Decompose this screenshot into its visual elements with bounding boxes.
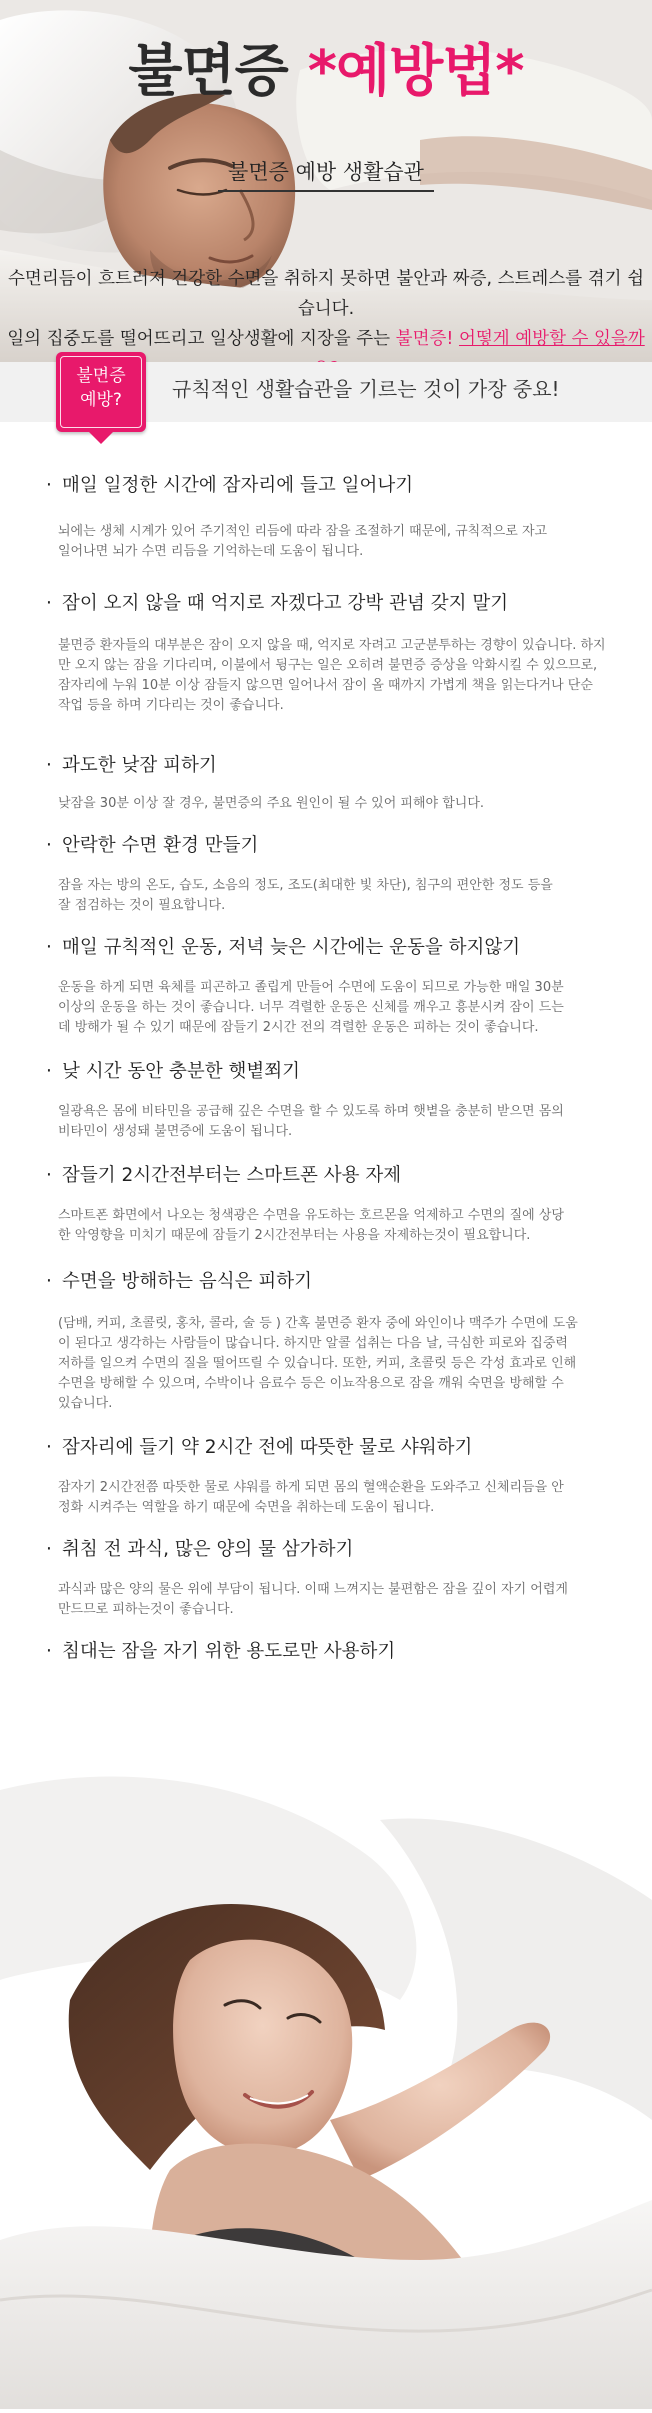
badge-line-1: 불면증 bbox=[76, 366, 126, 386]
title-main: 불면증 bbox=[128, 39, 288, 104]
hero-section bbox=[0, 0, 652, 362]
hero-subtitle: 불면증 예방 생활습관 bbox=[228, 160, 424, 184]
tip-body: (담배, 커피, 초콜릿, 홍차, 콜라, 술 등 ) 간혹 불면증 환자 중에 와인이나 맥주가 수면에 도움 이 된다고 생각하는 사람들이 많습니다. 하지만 알콜 섭취는 다음 날, 극심한 피로와 집중력 저하를 일으켜 수면의 질을 떨어뜨릴 수 있습니다. 또한, 커피, 초콜릿 등은 각성 효과로 인해 수면을 방해할 수 있으며, 수박이나 음료수 등은 이뇨작용으로 잠을 깨워 숙면을 방해할 수 있습니다. bbox=[58, 1316, 578, 1411]
tip-body: 불면증 환자들의 대부분은 잠이 오지 않을 때, 억지로 자려고 고군분투하는 경향이 있습니다. 하지 만 오지 않는 잠을 기다리며, 이불에서 뒹구는 일은 오히려 불면증 증상을 악화시킬 수 있으므로, 잠자리에 누워 10분 이상 잠들지 않으면 일어나서 잠이 올 때까지 가볍게 책을 읽는다거나 단순 작업 등을 하며 기다리는 것이 좋습니다. bbox=[58, 638, 606, 713]
tip-body: 낮잠을 30분 이상 잘 경우, 불면증의 주요 원인이 될 수 있어 피해야 합니다. bbox=[58, 796, 485, 811]
page-title bbox=[0, 36, 652, 108]
tip-title: · 수면을 방해하는 음식은 피하기 bbox=[46, 1271, 312, 1292]
tip-title: · 취침 전 과식, 많은 양의 물 삼가하기 bbox=[46, 1539, 354, 1560]
tip-body: 운동을 하게 되면 육체를 피곤하고 졸립게 만들어 수면에 도움이 되므로 가능한 매일 30분 이상의 운동을 하는 것이 좋습니다. 너무 격렬한 운동은 신체를 깨우고 흥분시켜 잠이 드는 데 방해가 될 수 있기 때문에 잠들기 2시간 전의 격렬한 운동은 피하는 것이 좋습니다. bbox=[58, 980, 564, 1035]
tip-title: · 안락한 수면 환경 만들기 bbox=[46, 835, 259, 856]
tip-body: 일광욕은 몸에 비타민을 공급해 깊은 수면을 할 수 있도록 하며 햇볕을 충분히 받으면 몸의 비타민이 생성돼 불면증에 도움이 됩니다. bbox=[58, 1104, 564, 1139]
tip-body: 뇌에는 생체 시계가 있어 주기적인 리듬에 따라 잠을 조절하기 때문에, 규칙적으로 자고 일어나면 뇌가 수면 리듬을 기억하는데 도움이 됩니다. bbox=[58, 524, 548, 559]
title-accent: *예방법* bbox=[307, 39, 524, 104]
desc-question: 어떻게 예방할 수 있을까 bbox=[458, 329, 645, 349]
tip-body: 잠자기 2시간전쯤 따뜻한 물로 샤워를 하게 되면 몸의 혈액순환을 도와주고 신체리듬을 안 정화 시켜주는 역할을 하기 때문에 숙면을 취하는데 도움이 됩니다. bbox=[58, 1480, 564, 1515]
subtitle-underline bbox=[218, 190, 434, 192]
desc-line-2-text: 일의 집중도를 떨어뜨리고 일상생활에 지장을 주는 bbox=[7, 329, 391, 349]
tip-body: 과식과 많은 양의 물은 위에 부담이 됩니다. 이때 느껴지는 불편함은 잠을 깊이 자기 어렵게 만드므로 피하는것이 좋습니다. bbox=[58, 1582, 568, 1617]
tip-title: · 매일 일정한 시간에 잠자리에 들고 일어나기 bbox=[46, 475, 414, 496]
banner-text: 규칙적인 생활습관을 기르는 것이 가장 중요! bbox=[172, 377, 560, 401]
bottom-section bbox=[0, 1700, 652, 2409]
desc-highlight: 불면증! bbox=[395, 329, 454, 349]
desc-line-1: 수면리듬이 흐트러져 건강한 수면을 취하지 못하면 불안과 짜증, 스트레스를 겪기 쉽습니다. bbox=[8, 269, 644, 319]
tip-title: · 낮 시간 동안 충분한 햇볕쬐기 bbox=[46, 1061, 300, 1082]
tip-title: · 잠들기 2시간전부터는 스마트폰 사용 자제 bbox=[46, 1165, 402, 1186]
tip-body: 스마트폰 화면에서 나오는 청색광은 수면을 유도하는 호르몬을 억제하고 수면의 질에 상당 한 악영향을 미치기 때문에 잠들기 2시간전부터는 사용을 자제하는것이 필요합니다. bbox=[58, 1208, 564, 1243]
badge-line-2: 예방? bbox=[80, 390, 122, 410]
smiling-woman-photo bbox=[0, 1700, 652, 2409]
tip-body: 잠을 자는 방의 온도, 습도, 소음의 정도, 조도(최대한 빛 차단), 침구의 편안한 정도 등을 잘 점검하는 것이 필요합니다. bbox=[58, 878, 553, 913]
tip-title: · 잠자리에 들기 약 2시간 전에 따뜻한 물로 샤워하기 bbox=[46, 1437, 473, 1458]
tip-title: · 침대는 잠을 자기 위한 용도로만 사용하기 bbox=[46, 1641, 396, 1662]
banner-badge bbox=[56, 352, 146, 432]
tip-title: · 잠이 오지 않을 때 억지로 자겠다고 강박 관념 갖지 말기 bbox=[46, 593, 509, 614]
tip-title: · 과도한 낮잠 피하기 bbox=[46, 755, 217, 776]
tip-title: · 매일 규칙적인 운동, 저녁 늦은 시간에는 운동을 하지않기 bbox=[46, 937, 521, 958]
